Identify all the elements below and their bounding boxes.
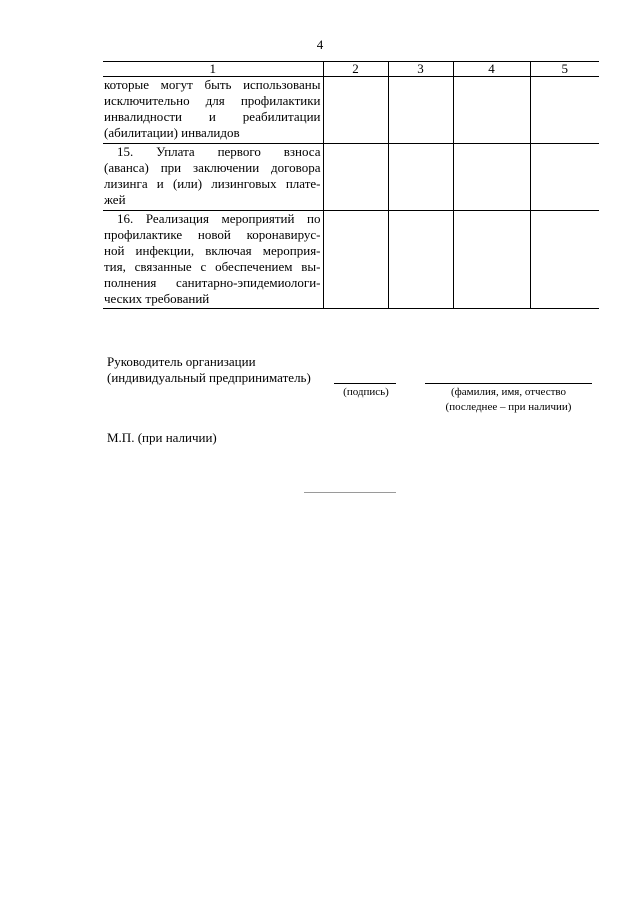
signatory-title: Руководитель организации <box>107 354 256 369</box>
signatory-subtitle: (индивидуальный предприниматель) <box>107 370 311 385</box>
table-cell <box>530 211 599 309</box>
table-cell <box>323 144 388 211</box>
row-text-line: тия, связанные с обеспечением вы- <box>104 259 321 274</box>
stamp-placeholder: М.П. (при наличии) <box>107 430 217 445</box>
table-cell <box>530 77 599 144</box>
column-header: 2 <box>323 62 388 77</box>
table-cell <box>453 77 530 144</box>
row-text-line: ческих требований <box>104 291 210 306</box>
page-number: 4 <box>316 37 324 52</box>
name-caption: (фамилия, имя, отчество <box>450 386 567 398</box>
table-cell <box>453 144 530 211</box>
row-text-line: ной инфекции, включая мероприя- <box>104 243 321 258</box>
column-header: 4 <box>453 62 530 77</box>
row-text-line: исключительно для профилактики <box>104 93 321 108</box>
table-header-row <box>103 62 599 77</box>
column-header: 5 <box>530 62 599 77</box>
signature-caption: (подпись) <box>343 386 389 398</box>
table-cell <box>323 211 388 309</box>
row-text-line: (абилитации) инвалидов <box>104 125 240 140</box>
row-label-cell <box>103 144 323 211</box>
table-cell <box>388 211 453 309</box>
table-row <box>103 77 599 144</box>
row-text-line: жей <box>104 192 126 207</box>
row-text-line: (аванса) при заключении договора <box>104 160 321 175</box>
row-text-line: 15. Уплата первого взноса <box>117 144 321 159</box>
name-line <box>425 383 592 384</box>
footer-divider <box>304 492 396 493</box>
table-cell <box>323 77 388 144</box>
name-caption-note: (последнее – при наличии) <box>445 401 572 413</box>
table-cell <box>388 144 453 211</box>
row-text-line: лизинга и (или) лизинговых плате- <box>104 176 321 191</box>
signature-line <box>334 383 396 384</box>
row-text-line: 16. Реализация мероприятий по <box>117 211 321 226</box>
form-table <box>103 61 599 309</box>
table-cell <box>530 144 599 211</box>
row-text-line: полнения санитарно-эпидемиологи- <box>104 275 321 290</box>
row-text-line: профилактике новой коронавирус- <box>104 227 321 242</box>
row-text-line: инвалидности и реабилитации <box>104 109 321 124</box>
row-text-line: которые могут быть использованы <box>104 77 321 92</box>
table-row <box>103 211 599 309</box>
row-label-cell <box>103 211 323 309</box>
table-cell <box>388 77 453 144</box>
row-label-cell <box>103 77 323 144</box>
column-header: 3 <box>388 62 453 77</box>
column-header: 1 <box>103 62 323 77</box>
table-cell <box>453 211 530 309</box>
table-row <box>103 144 599 211</box>
